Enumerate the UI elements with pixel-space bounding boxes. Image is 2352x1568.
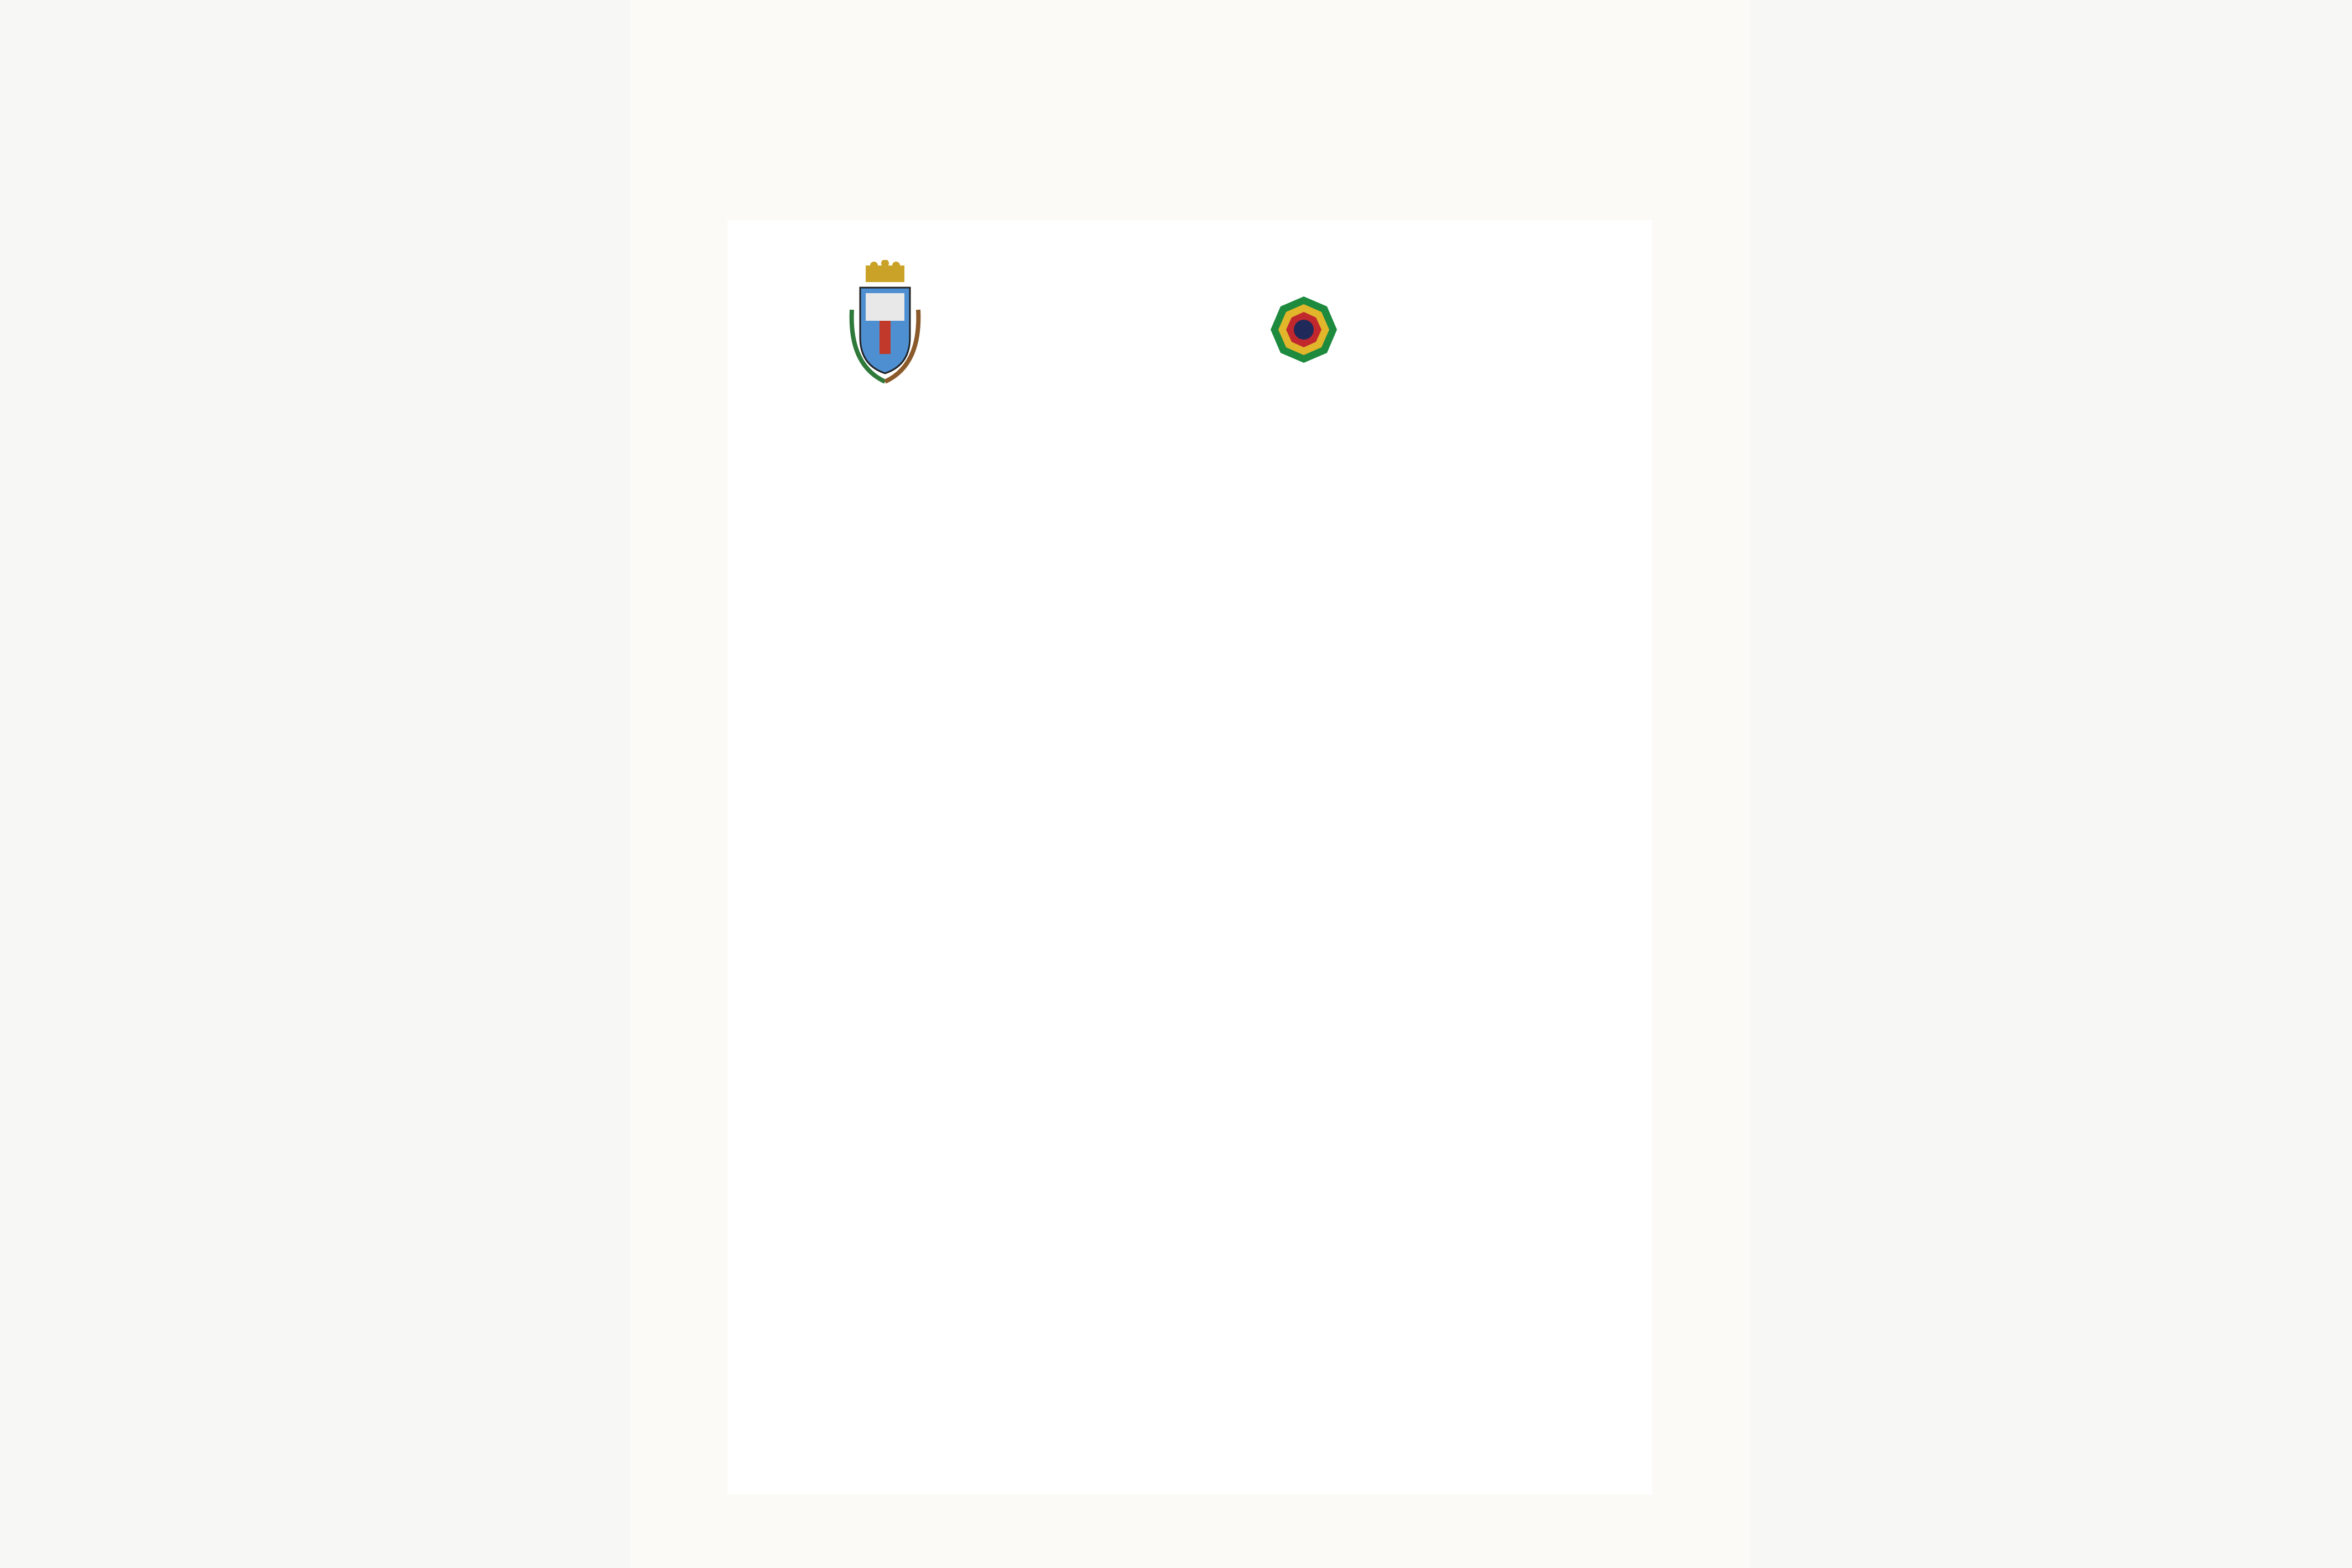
content-panel xyxy=(727,220,1652,1494)
comune-coat-of-arms-icon xyxy=(849,260,921,387)
poster xyxy=(630,0,1750,1568)
regione-lazio-emblem-icon xyxy=(1269,295,1338,364)
